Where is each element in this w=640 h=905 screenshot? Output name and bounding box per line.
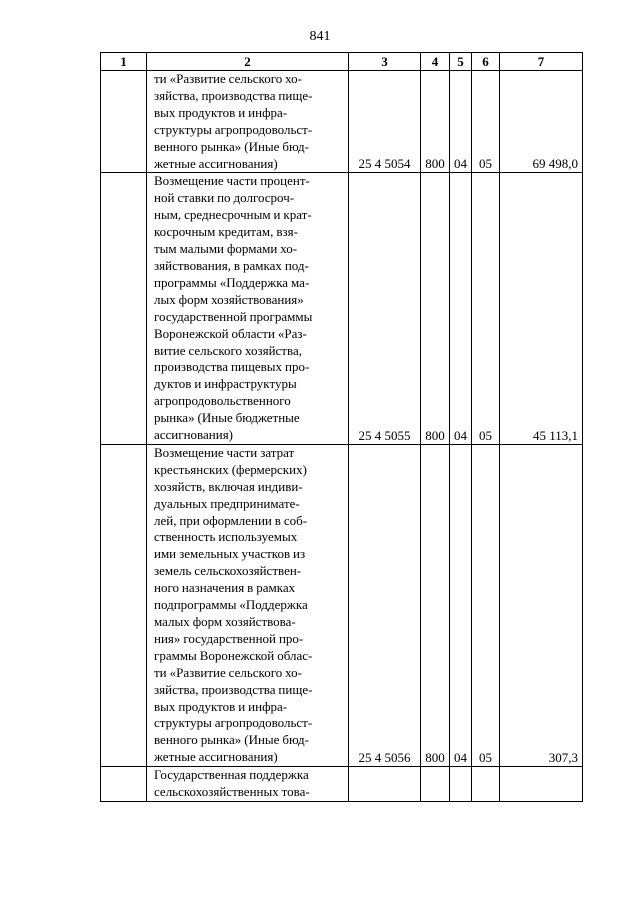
- description-line: жетные ассигнования): [154, 749, 278, 765]
- table-row: [101, 173, 583, 445]
- target-code-cell: [349, 767, 421, 802]
- amount-cell: 69 498,0: [500, 71, 583, 173]
- description-line: тым малыми формами хо-: [154, 241, 298, 257]
- row-number-cell: [101, 173, 147, 445]
- column-header-4: 4: [421, 53, 450, 71]
- description-line: граммы Воронежской облас-: [154, 647, 313, 663]
- column-header-5: 5: [450, 53, 472, 71]
- description-line: ти «Развитие сельского хо-: [154, 664, 303, 680]
- row-number-cell: [101, 767, 147, 802]
- description-line: зяйства, производства пище-: [154, 87, 313, 103]
- section-cell: 04: [450, 444, 472, 766]
- expense-type-cell: 800: [421, 173, 450, 445]
- description-line: ими земельных участков из: [154, 546, 306, 562]
- description-line: ния» государственной про-: [154, 630, 304, 646]
- description-line: хозяйств, включая индиви-: [154, 478, 303, 494]
- section-cell: 04: [450, 173, 472, 445]
- description-line: вых продуктов и инфра-: [154, 104, 288, 120]
- expense-type-cell: 800: [421, 444, 450, 766]
- expense-type-cell: 800: [421, 71, 450, 173]
- header-row: [101, 53, 583, 71]
- row-number-cell: [101, 71, 147, 173]
- description-line: ственность используемых: [154, 529, 298, 545]
- description-line: рынка» (Иные бюджетные: [154, 410, 300, 426]
- subsection-cell: 05: [472, 173, 500, 445]
- amount-cell: 307,3: [500, 444, 583, 766]
- description-line: зяйствования, в рамках под-: [154, 257, 309, 273]
- description-line: витие сельского хозяйства,: [154, 342, 302, 358]
- description-line: подпрограммы «Поддержка: [154, 597, 308, 613]
- description-line: Государственная поддержка: [154, 767, 309, 783]
- column-header-7: 7: [500, 53, 583, 71]
- description-line: ной ставки по долгосроч-: [154, 190, 295, 206]
- subsection-cell: [472, 767, 500, 802]
- description-line: ным, среднесрочным и крат-: [154, 207, 312, 223]
- subsection-cell: 05: [472, 444, 500, 766]
- description-line: Возмещение части затрат: [154, 444, 295, 460]
- column-header-3: 3: [349, 53, 421, 71]
- column-header-2: 2: [147, 53, 349, 71]
- description-line: лых форм хозяйствования»: [154, 291, 304, 307]
- amount-cell: [500, 767, 583, 802]
- description-line: венного рынка» (Иные бюд-: [154, 138, 309, 154]
- description-line: венного рынка» (Иные бюд-: [154, 732, 309, 748]
- description-line: земель сельскохозяйствен-: [154, 563, 302, 579]
- description-line: ассигнования): [154, 427, 234, 443]
- target-code-cell: 25 4 5056: [349, 444, 421, 766]
- description-line: программы «Поддержка ма-: [154, 274, 310, 290]
- table-row: [101, 71, 583, 173]
- description-line: малых форм хозяйствова-: [154, 614, 296, 629]
- section-cell: [450, 767, 472, 802]
- description-line: крестьянских (фермерских): [154, 461, 307, 477]
- description-line: ного назначения в рамках: [154, 580, 296, 596]
- column-header-1: 1: [101, 53, 147, 71]
- budget-table: [100, 52, 583, 802]
- description-line: структуры агропродовольст-: [154, 121, 313, 137]
- description-line: сельскохозяйственных това-: [154, 784, 310, 800]
- table-row: [101, 444, 583, 766]
- description-line: жетные ассигнования): [154, 155, 278, 171]
- description-cell: [147, 173, 349, 445]
- description-line: дуктов и инфраструктуры: [154, 376, 297, 392]
- description-line: ти «Развитие сельского хо-: [154, 71, 303, 86]
- page-number: 841: [309, 29, 331, 44]
- target-code-cell: 25 4 5055: [349, 173, 421, 445]
- description-line: дуальных предпринимате-: [154, 495, 300, 511]
- description-line: агропродовольственного: [154, 393, 291, 409]
- description-line: производства пищевых про-: [154, 359, 310, 375]
- target-code-cell: 25 4 5054: [349, 71, 421, 173]
- description-cell: [147, 71, 349, 173]
- description-line: структуры агропродовольст-: [154, 715, 313, 731]
- description-line: косрочным кредитам, взя-: [154, 224, 298, 240]
- description-cell: [147, 444, 349, 766]
- section-cell: 04: [450, 71, 472, 173]
- description-line: государственной программы: [154, 308, 313, 324]
- description-line: лей, при оформлении в соб-: [154, 512, 308, 528]
- description-line: Возмещение части процент-: [154, 173, 310, 189]
- amount-cell: 45 113,1: [500, 173, 583, 445]
- description-line: вых продуктов и инфра-: [154, 698, 288, 714]
- description-line: Воронежской области «Раз-: [154, 325, 307, 341]
- table-row: [101, 767, 583, 802]
- description-line: зяйства, производства пище-: [154, 681, 313, 697]
- expense-type-cell: [421, 767, 450, 802]
- row-number-cell: [101, 444, 147, 766]
- column-header-6: 6: [472, 53, 500, 71]
- subsection-cell: 05: [472, 71, 500, 173]
- description-cell: [147, 767, 349, 802]
